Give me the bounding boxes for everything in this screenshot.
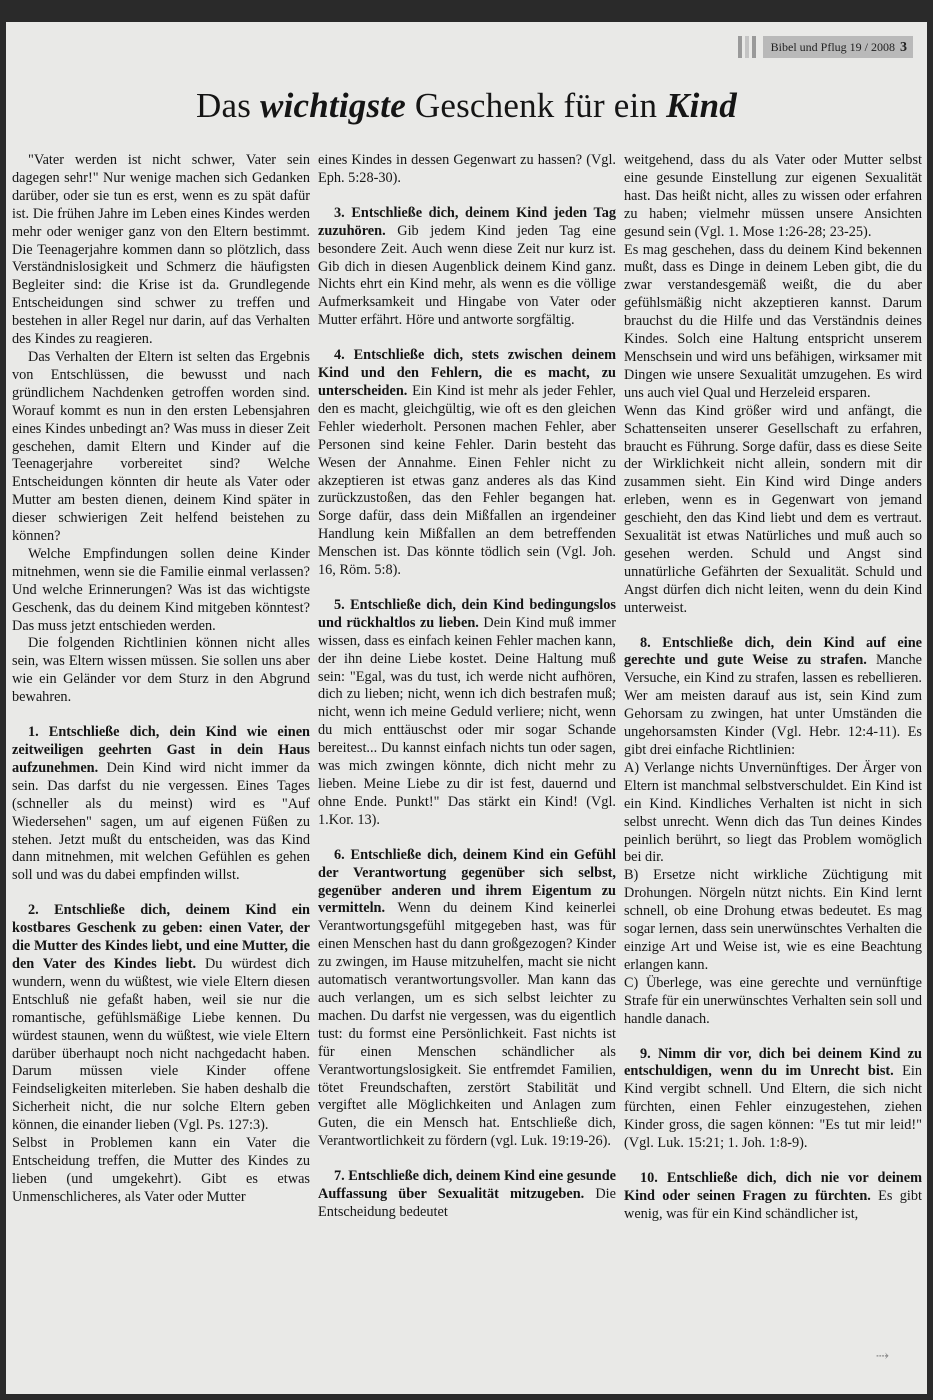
paragraph: eines Kindes in dessen Gegenwart zu hassen? (Vgl. Eph. 5:28-30). [318,152,616,186]
section-heading: 6. Entschließe dich, deinem Kind ein Gefühl der Verantwortung gegenüber sich selbst, gegenüber anderen und ihrem Eigentum zu vermitteln. [318,846,616,917]
magazine-page [6,22,927,1394]
rule-b: B) Ersetze nicht wirkliche Züchtigung mit Drohungen. Nörgeln nützt nichts. Ein Kind lernt schnell, ob eine Drohung etwas bedeutet. Es mag sogar lernen, dass sein unerwünschtes Verhalten die einzige Art und Weise ist, wie es eine Beachtung erlangen kann. [624,867,922,973]
section-heading: 1. Entschließe dich, dein Kind wie einen zeitweiligen geehrten Gast in dein Haus aufzunehmen. [12,724,310,776]
section-text: Dein Kind wird nicht immer da sein. Das darfst du nie vergessen. Eines Tages (schneller als du meinst) wird es "Auf Wiedersehen" sagen, um auf eigenen Füßen zu stehen. Jetzt mußt du entscheiden, was das Kind dann mitnehmen, mit welchen Gefühlen es gehen soll und was du dabei empfinden willst. [12,759,310,884]
column-2 [318,152,616,1374]
column-3 [624,152,922,1374]
title-emphasis: Kind [666,86,737,125]
section-text: Dein Kind muß immer wissen, dass es einfach keinen Fehler machen kann, der ihn deine Liebe kostet. Deine Haltung muß sein: "Egal, was du tust, ich werde nicht aufhören, dich zu lieben; nicht, wenn ich dich bestrafen muß; nicht, wenn ich meine Geduld verliere; nicht, wenn du mich enttäuschst oder mir sogar Schande bereitest... Du kannst einfach nichts tun oder sagen, was mich zwingen könnte, dich nicht mehr zu lieben. Meine Liebe zu dir ist fest, dauernd und ohne Ende. Punkt!" Das stärkt ein Kind! (Vgl. 1.Kor. 13). [318,614,616,828]
title-emphasis: wichtigste [260,86,406,125]
journal-label [763,36,913,58]
column-1 [12,152,310,1374]
header-stripe [738,36,742,58]
section-4 [318,347,616,580]
section-7 [318,1168,616,1222]
section-8 [624,635,922,760]
section-text: Die Entscheidung bedeutet [318,1186,616,1220]
section-heading: 8. Entschließe dich, dein Kind auf eine gerechte und gute Weise zu strafen. [624,634,922,669]
section-6 [318,847,616,1151]
section-5 [318,597,616,830]
paragraph: Das Verhalten der Eltern ist selten das Ergebnis von Entschlüssen, die bewusst und nach gründlichem Nachdenken getroffen worden sind. Worauf kommt es nun in den ersten Lebensjahren eines Kindes unbedingt an? Was muss in dieser Zeit geschehen, damit Eltern und Kinder auf die Teenagerjahre vorbereitet sind? Welche Entscheidungen könnten dir heute als Vater oder Mutter am besten dienen, deinem Kind später in dieser schwierigen Zeit helfend beistehen zu können? [12,348,310,545]
section-text: Du würdest dich wundern, wenn du wüßtest, wie viele Eltern diesen Entschluß nie gefaßt haben, weil sie nur die romantische, gefühlsmäßige Liebe kennen. Du würdest staunen, wenn du wüßtest, wie viele Eltern darüber überhaupt noch nicht nachgedacht haben. Darum müssen viele Kinder offene Feindseligkeiten miterleben. Sie haben deshalb die Sicherheit nicht, die nur solche Eltern geben können, die einander lieben (Vgl. Ps. 127:3). [12,955,310,1134]
page-header [738,36,913,58]
section-2 [12,902,310,1135]
section-heading: 7. Entschließe dich, deinem Kind eine gesunde Auffassung über Sexualität mitzugeben. [318,1168,617,1203]
section-heading: 2. Entschließe dich, deinem Kind ein kostbares Geschenk zu geben: einen Vater, der die Mutter des Kindes liebt, und eine Mutter, die den Vater des Kindes liebt. [12,902,310,972]
paragraph: Selbst in Problemen kann ein Vater die Entscheidung treffen, die Mutter des Kindes zu lieben (und umgekehrt). Gibt es etwas Unmenschlicheres, als Vater oder Mutter [12,1135,310,1205]
rule-a: A) Verlange nichts Unvernünftiges. Der Ärger von Eltern ist manchmal selbstverschuldet. Ein Kind ist ein Kind. Kindliches Verhalten ist nicht in sich selbst unrecht. Wenn dich das Tun deines Kindes peinlich berührt, so liegt das Problem womöglich bei dir. [624,759,922,866]
continue-arrow-icon: ⇢ [875,1348,889,1365]
section-heading: 5. Entschließe dich, dein Kind bedingungslos und rückhaltlos zu lieben. [318,596,616,631]
header-stripe [752,36,756,58]
paragraph: weitgehend, dass du als Vater oder Mutter selbst eine gesunde Einstellung zur eigenen Sexualität hast. Das heißt nicht, alles zu wissen oder erfahren zu haben; vielmehr müssen unsere Ansichten gesund sein (Vgl. 1. Mose 1:26-28; 23-25). [624,152,922,240]
section-text: Manche Versuche, ein Kind zu strafen, lassen es rebellieren. Wer am meisten darauf aus ist, sein Kind zum Gehorsam zu zwingen, hat unter Umständen die ungehorsamsten Kinder (Vgl. Hebr. 12:4-11). Es gibt drei einfache Richtlinien: [624,652,922,758]
section-10 [624,1170,922,1224]
paragraph: Es mag geschehen, dass du deinem Kind bekennen mußt, dass es Dinge in deinem Leben gibt, die du zwar verstandesgemäß weißt, die du aber gefühlsmäßig nicht akzeptieren kannst. Darum brauchst du die Hilfe und das Verständnis deines Kindes. Solch eine Haltung entspricht unserem Menschsein und wird uns befähigen, wirksamer mit Dingen wie unsere Sexualität umzugehen. Es wird uns auch viel Qual und Herzeleid ersparen. [624,241,922,401]
paragraph: "Vater werden ist nicht schwer, Vater sein dagegen sehr!" Nur wenige machen sich Gedanken darüber, oder sie tun es erst, wenn es zu spät dafür ist. Die frühen Jahre im Leben eines Kindes werden mehr oder weniger ganz von den Eltern bestimmt. Die Teenagerjahre kommen dann so plötzlich, dass Verständnislosigkeit und Schmerz die häufigsten Begleiter sind: die Krise ist da. Grundlegende Entscheidungen sind schwer zu treffen und bestehen in aller Regel nur darin, auf das Verhalten des Kindes zu reagieren. [12,152,310,348]
header-stripe [745,36,749,58]
section-text: Gib jedem Kind jeden Tag eine besondere Zeit. Auch wenn diese Zeit nur kurz ist. Gib dich in diesen Augenblick deinem Kind ganz. Nichts ehrt ein Kind mehr, als wenn es die völlige Aufmerksamkeit und Hingabe von Vater oder Mutter erfährt. Höre und antworte sorgfältig. [318,222,616,329]
page-number: 3 [900,40,907,55]
article-body [12,152,920,1374]
paragraph: Welche Empfindungen sollen deine Kinder mitnehmen, wenn sie die Familie einmal verlassen? Und welche Erinnerungen? Was ist das wichtigste Geschenk, das du deinem Kind mitgeben könntest? Das muss jetzt entschieden werden. [12,545,310,634]
section-text: Es gibt wenig, was für ein Kind schändlicher ist, [624,1187,922,1222]
section-heading: 9. Nimm dir vor, dich bei deinem Kind zu entschuldigen, wenn du im Unrecht bist. [624,1045,922,1080]
rule-c: C) Überlege, was eine gerechte und vernünftige Strafe für ein unerwünschtes Verhalten sein soll und handle danach. [624,974,922,1027]
section-9 [624,1046,922,1153]
section-3 [318,205,616,330]
section-text: Wenn du deinem Kind keinerlei Verantwortungsgefühl mitgegeben hast, was für einen Menschen hast du dann großgezogen? Kinder zu zwingen, im Hause mitzuhelfen, macht sie nicht automatisch verantwortungsvoller. Man kann das auch verlangen, um es sich selbst leichter zu machen. Du darfst nie vergessen, was du eigentlich tust: du formst eine Persönlichkeit. Fast nichts ist für einen Menschen schändlicher als Verantwortungslosigkeit. Sie entfremdet Familien, tötet Freundschaften, zerstört Stabilität und vergiftet alle Möglichkeiten und Anlagen zum Guten, die ein Mensch hat. Entschließe dich, Verantwortlichkeit zu fördern (vgl. Luk. 19:19-26). [318,900,616,1150]
paragraph: Die folgenden Richtlinien können nicht alles sein, was Eltern wissen müssen. Sie sollen uns aber wie ein Geländer vor dem Sturz in den Abgrund bewahren. [12,635,310,706]
section-heading: 3. Entschließe dich, deinem Kind jeden Tag zuzuhören. [318,204,616,239]
section-1 [12,724,310,885]
section-heading: 4. Entschließe dich, stets zwischen deinem Kind und den Fehlern, die es macht, zu unterscheiden. [318,347,616,399]
paragraph: Wenn das Kind größer wird und anfängt, die Schattenseiten unserer Gesellschaft zu erfahren, braucht es Führung. Sorge dafür, dass es diese Seite der Wirklichkeit nicht allein, sondern mit dir zusammen sieht. Ein Kind wird Dinge anders erleben, wenn es in Gegenwart von jemand geschieht, den das Kind liebt und dem es vertraut. Sexualität ist etwas Natürliches und muß auch so gesehen werden. Schuld und Angst sind unnatürliche Gefährten der Sexualität. Schuld und Angst dürfen dich nicht leiten, wenn du dein Kind unterweist. [624,402,922,616]
title-part: Geschenk für ein [405,86,667,125]
section-heading: 10. Entschließe dich, dich nie vor deinem Kind oder seinen Fragen zu fürchten. [624,1169,922,1204]
journal-name: Bibel und Pflug 19 / 2008 [770,40,895,54]
article-title [6,86,927,126]
section-text: Ein Kind ist mehr als jeder Fehler, den es macht, gleichgültig, wie oft es den gleichen Fehler wiederholt. Personen machen Fehler, aber Personen sind keine Fehler. Darin besteht das Wesen der Annahme. Einen Fehler nicht zu akzeptieren ist etwas ganz anderes als das Kind zurückzustoßen, das den Fehler begangen hat. Sorge dafür, dass dein Mißfallen an irgendeiner Handlung kein Mißfallen an dem betreffenden Menschen ist. Das könnte tödlich sein (Vgl. Joh. 16, Röm. 5:8). [318,382,616,579]
section-text: Ein Kind vergibt schnell. Und Eltern, die sich nicht fürchten, einen Fehler einzugestehen, ziehen Kinder gross, die sagen können: "Es tut mir leid!" (Vgl. Luk. 15:21; 1. Joh. 1:8-9). [624,1063,922,1152]
title-part: Das [196,86,261,125]
